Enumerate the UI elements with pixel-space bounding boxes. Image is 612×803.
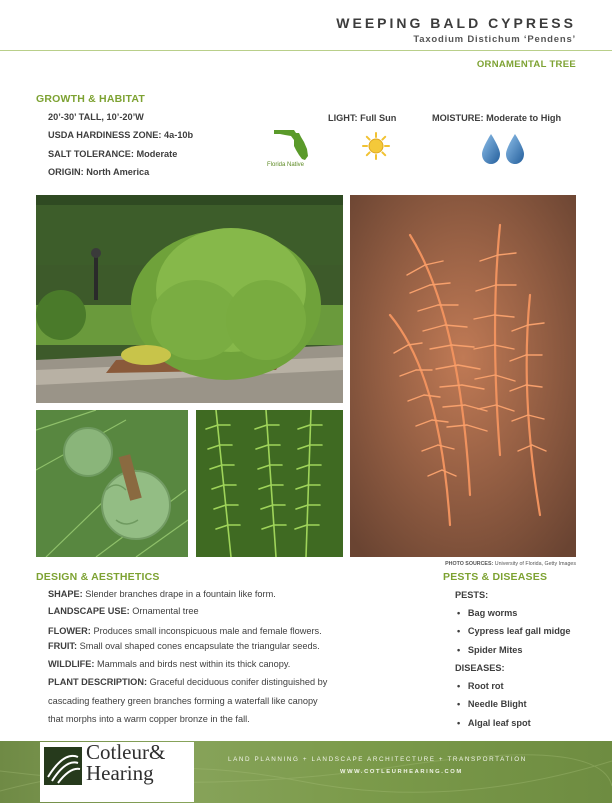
photo-green-foliage [196, 410, 343, 557]
wildlife-text: Mammals and birds nest within its thick canopy. [97, 659, 291, 669]
plant-category: ORNAMENTAL TREE [476, 59, 576, 70]
shape-line [48, 586, 276, 604]
plant-description-label: PLANT DESCRIPTION: [48, 677, 148, 687]
botanical-name: Taxodium Distichum ‘Pendens’ [413, 34, 576, 45]
disease-item [457, 677, 504, 696]
brand-name-line-1: Cotleur& [86, 740, 166, 764]
design-aesthetics-heading: DESIGN & AESTHETICS [36, 571, 160, 583]
disease-name: Needle Blight [467, 699, 527, 709]
footer-banner [0, 741, 612, 803]
photo-credit [445, 561, 576, 567]
bullet: • [457, 626, 461, 636]
moisture-spec: MOISTURE: Moderate to High [432, 113, 562, 123]
photo-copper-foliage [350, 195, 576, 557]
florida-map-icon [272, 124, 312, 164]
landscape-use-line [48, 603, 199, 621]
fruit-text: Small oval shaped cones encapsulate the triangular seeds. [79, 641, 320, 651]
bullet: • [457, 608, 461, 618]
brand-name-line-2: Hearing [86, 761, 154, 785]
photo-credit-label: PHOTO SOURCES: [445, 561, 494, 567]
photo-cypress-cones [36, 410, 188, 557]
origin-spec: ORIGIN: North America [48, 167, 150, 177]
plant-description-text-1: Graceful deciduous conifer distinguished by [149, 677, 328, 687]
photo-credit-text: University of Florida, Getty Images [494, 561, 576, 567]
bullet: • [457, 699, 461, 709]
landscape-use-label: LANDSCAPE USE: [48, 606, 130, 616]
plant-description-text-2: cascading feathery green branches forming a waterfall like canopy [48, 696, 318, 706]
florida-native-label: Florida Native [267, 162, 305, 168]
pest-item [457, 622, 571, 641]
disease-name: Algal leaf spot [467, 718, 531, 728]
cotleur-hearing-logo-icon [44, 747, 82, 785]
header-divider [0, 50, 612, 51]
landscape-use-text: Ornamental tree [132, 606, 199, 616]
wildlife-label: WILDLIFE: [48, 659, 95, 669]
pest-name: Spider Mites [467, 645, 523, 655]
pest-item [457, 641, 523, 660]
diseases-label: DISEASES: [455, 663, 505, 673]
bullet: • [457, 718, 461, 728]
size-spec: 20’-30’ TALL, 10’-20’W [48, 112, 144, 122]
bullet: • [457, 645, 461, 655]
wildlife-line [48, 656, 290, 674]
disease-item [457, 695, 527, 714]
growth-habitat-heading: GROWTH & HABITAT [36, 93, 145, 105]
salt-tolerance-spec: SALT TOLERANCE: Moderate [48, 149, 178, 159]
hardiness-spec: USDA HARDINESS ZONE: 4a-10b [48, 130, 194, 140]
plant-title: WEEPING BALD CYPRESS [336, 15, 576, 31]
bullet: • [457, 681, 461, 691]
pests-label: PESTS: [455, 590, 489, 600]
services-list: LAND PLANNING + LANDSCAPE ARCHITECTURE + TRANSPORTATION [228, 756, 527, 763]
light-spec: LIGHT: Full Sun [328, 113, 397, 123]
photo-weeping-tree-garden [36, 195, 343, 403]
pest-name: Cypress leaf gall midge [467, 626, 571, 636]
fruit-label: FRUIT: [48, 641, 78, 651]
pest-item [457, 604, 517, 623]
pests-diseases-heading: PESTS & DISEASES [443, 571, 548, 583]
shape-text: Slender branches drape in a fountain like form. [85, 589, 276, 599]
flower-label: FLOWER: [48, 626, 91, 636]
disease-item [457, 714, 531, 733]
pest-name: Bag worms [467, 608, 518, 618]
website-link[interactable]: WWW.COTLEURHEARING.COM [340, 769, 463, 775]
shape-label: SHAPE: [48, 589, 83, 599]
sun-icon [362, 132, 390, 160]
disease-name: Root rot [467, 681, 504, 691]
flower-text: Produces small inconspicuous male and female flowers. [93, 626, 322, 636]
fruit-line [48, 638, 320, 656]
plant-description-text-3: that morphs into a warm copper bronze in the fall. [48, 714, 250, 724]
water-drops-icon [480, 133, 526, 165]
plant-description-line [48, 674, 327, 692]
